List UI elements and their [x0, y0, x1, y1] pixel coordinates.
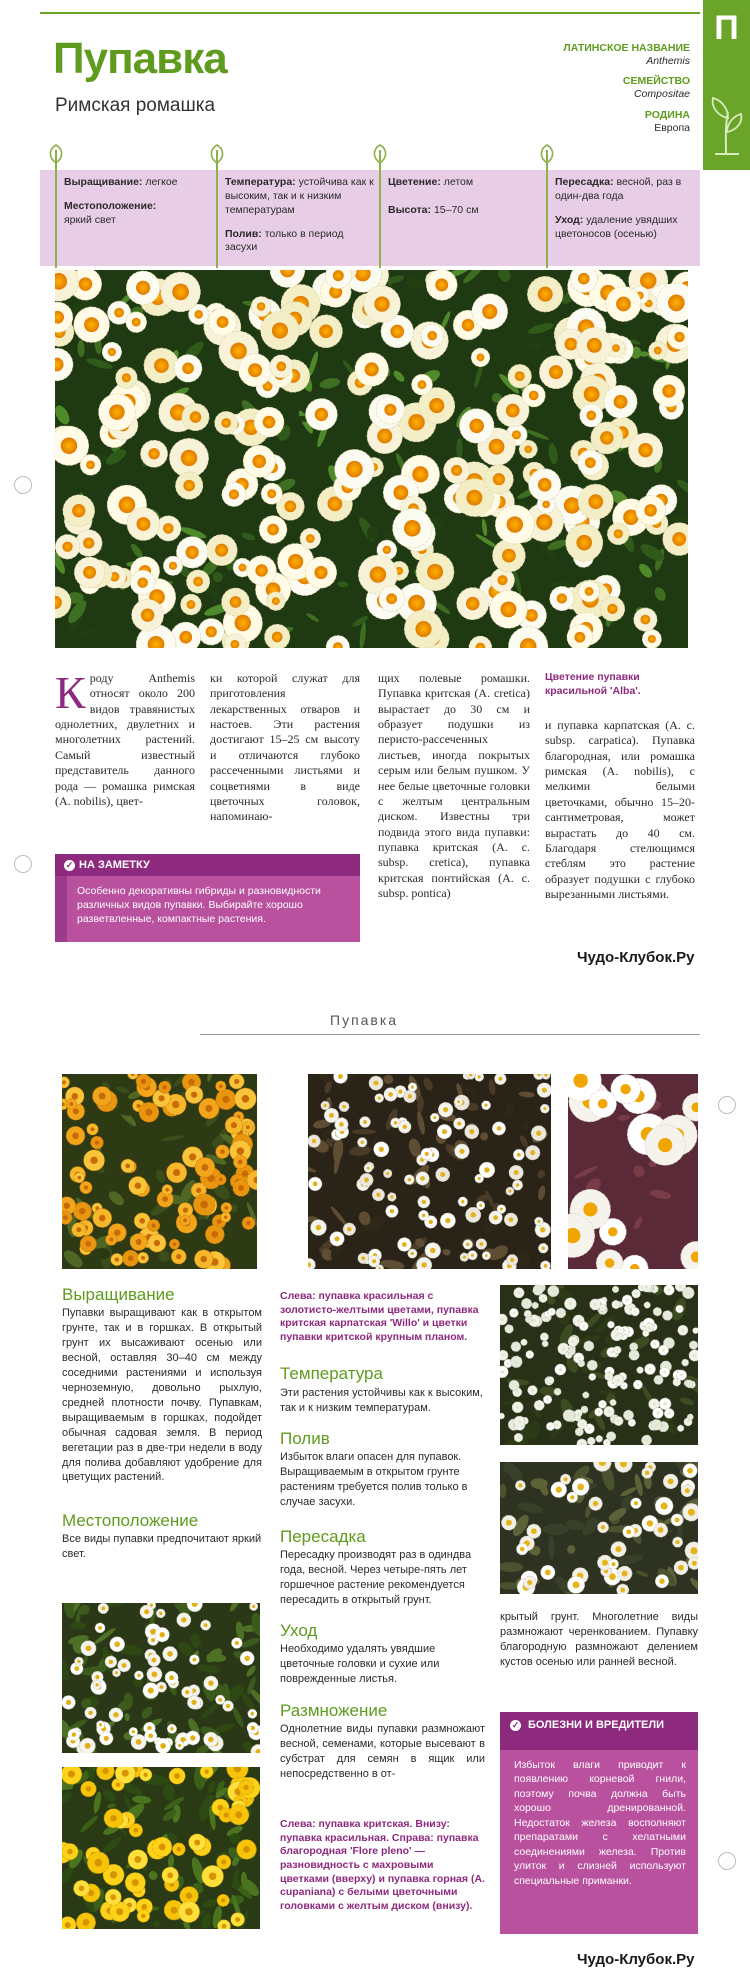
- origin-label: РОДИНА: [644, 108, 690, 121]
- article-col-4: [545, 718, 695, 902]
- leaf-icon-3: [369, 143, 391, 165]
- stem-1: [55, 150, 57, 268]
- info-location: Местоположение: яркий свет: [64, 199, 157, 226]
- running-head: Пупавка: [330, 1012, 399, 1028]
- leaf-icon-4: [536, 143, 558, 165]
- article-text-1: роду Anthemis относят около 200 видов травянистых однолетних, двулетних и многолетних растений. Самый известный представитель данного рода — ромашка римская (A. nobilis), цвет-: [55, 671, 195, 808]
- drop-cap: К: [55, 667, 86, 718]
- info-flowering: Цветение: летом: [388, 176, 474, 188]
- caption-top: Слева: пупавка красильная с золотисто-желтыми цветами, пупавка критская карпатская 'Willo' и цветки пупавки критской крупным планом.: [280, 1290, 479, 1343]
- index-tab: [703, 0, 750, 170]
- photo-golden-marguerite: [62, 1074, 257, 1269]
- info-repotting: Пересадка: весной, раз в один-два года: [555, 176, 682, 202]
- watermark-top: Чудо-Клубок.Ру: [577, 949, 695, 966]
- article-col-1: [55, 667, 195, 809]
- origin-value: Европа: [654, 121, 690, 134]
- leaf-icon-2: [206, 143, 228, 165]
- running-rule: [200, 1034, 700, 1035]
- latin-label: ЛАТИНСКОЕ НАЗВАНИЕ: [563, 42, 690, 54]
- location-text: Все виды пупавки предпочитают яркий свет.: [62, 1533, 262, 1560]
- location-title: Местоположение: [62, 1511, 199, 1530]
- photo-cretica: [62, 1603, 260, 1753]
- latin-value: Anthemis: [646, 55, 690, 68]
- info-growing-label: Выращивание:: [64, 176, 143, 188]
- info-growing: Выращивание: легкое: [64, 176, 178, 188]
- note-box: [55, 854, 360, 942]
- care-text: Необходимо удалять увядшие цветочные головки и сухие или поврежденные листья.: [280, 1643, 440, 1685]
- growing-title: Выращивание: [62, 1285, 175, 1304]
- info-col-1: [64, 176, 204, 228]
- page-title: Пупавка: [53, 34, 227, 83]
- green-top-line: [40, 12, 700, 14]
- stem-3: [379, 150, 381, 268]
- photo-flore-pleno: [500, 1285, 698, 1445]
- index-tab-letter: П: [714, 9, 739, 47]
- photo-daisy-closeup: [568, 1074, 698, 1269]
- family-label: СЕМЕЙСТВО: [622, 75, 690, 88]
- temperature-title: Температура: [280, 1364, 383, 1383]
- note-title: НА ЗАМЕТКУ: [79, 859, 150, 871]
- info-col-2: [225, 176, 375, 255]
- care-title: Уход: [280, 1621, 318, 1640]
- pests-box: [500, 1712, 698, 1934]
- article-text-4: и пупавка карпатская (A. c. subsp. carpatica). Пупавка благородная, или ромашка римская (A. nobilis), с мелкими белыми цветочками, обычно 15–20-сантиметровая, может вырастать до 40 см. Благодаря стелющимся стеблям это растение образует подушки с глубоко вырезанными листьями.: [545, 718, 695, 901]
- propagation-title: Размножение: [280, 1701, 388, 1720]
- caption-bottom: Слева: пупавка критская. Внизу: пупавка красильная. Справа: пупавка благородная 'Flore pleno' — разновидность с махровыми цветками (вверху) и пупавка горная (A. cupaniana) с белыми цветочными головками с желтым диском (внизу).: [280, 1818, 485, 1912]
- article-text-3: щих полевые ромашки. Пупавка критская (A. cretica) вырастает до 30 см и образует подушки из перисто-рассеченных листьев, иногда покрытых серым или белым пушком. У нее белые цветочные головки с желтым центральным диском. Известны три подвида этого вида пупавки: пупавка критская (A. c. subsp. cretica), пупавка критская понтийская (A. c. subsp. pontica): [378, 671, 530, 901]
- watering-text: Избыток влаги опасен для пупавок. Выращиваемым в открытом грунте растениям требуется полив только в случае засухи.: [280, 1451, 468, 1508]
- stem-4: [546, 150, 548, 268]
- info-col-3: [388, 176, 538, 218]
- photo-willo-daisies: [308, 1074, 551, 1269]
- binder-hole: [718, 1852, 736, 1870]
- article-text-2: ки которой служат для приготовления лекарственных отваров и настоев. Эти растения достигают 15–25 см высоту и отличаются глубоко рассеченными листьями и соцветиями в виде цветочных головок, напоминаю-: [210, 671, 360, 824]
- info-height: Высота: 15–70 см: [388, 203, 479, 216]
- pests-title: БОЛЕЗНИ И ВРЕДИТЕЛИ: [527, 1719, 665, 1731]
- temperature-text: Эти растения устойчивы как к высоким, так и к низким температурам.: [280, 1387, 483, 1414]
- family-value: Compositae: [633, 88, 690, 101]
- info-watering: Полив: только в период засухи: [225, 227, 344, 254]
- note-text: Особенно декоративны гибриды и разновидности различных видов пупавки. Выбирайте хорошо разветвленные, компактные растения.: [77, 885, 321, 926]
- info-temperature: Температура: устойчива как к высоким, так и к низким температурам: [225, 176, 374, 216]
- main-photo: [55, 270, 688, 648]
- note-check-icon: ✓: [65, 860, 74, 870]
- propagation-text-cont: крытый грунт. Многолетние виды размножают черенкованием. Пупавку благородную размножают делением кустов осенью или ранней весной.: [500, 1611, 698, 1668]
- latin-block: [490, 42, 690, 135]
- binder-hole: [14, 855, 32, 873]
- stem-2: [216, 150, 218, 268]
- propagation-text: Однолетние виды пупавки размножают весной, семенами, которые высевают в субстрат для семян в ящик или непосредственно в от-: [280, 1723, 485, 1780]
- daisy-field-image: [55, 270, 688, 648]
- repotting-title: Пересадка: [280, 1527, 366, 1546]
- plant-icon: [703, 88, 750, 158]
- article-col-3: [378, 671, 530, 901]
- flower-caption: [545, 671, 695, 698]
- pests-check-icon: ✓: [511, 1720, 520, 1730]
- leaf-icon-1: [45, 143, 67, 165]
- info-care: Уход: удаление увядших цветоносов (осенью): [555, 213, 678, 240]
- pests-text: Избыток влаги приводит к появлению корневой гнили, поэтому почва должна быть хорошо дренированной. Недостаток железа восполняют препаратами с хелатными соединениями железа. Против улиток и слизней используют специальные приманки.: [514, 1759, 686, 1887]
- article-col-2: [210, 671, 360, 825]
- photo-tinctoria: [62, 1767, 260, 1929]
- page-subtitle: Римская ромашка: [55, 95, 216, 116]
- growing-text: Пупавки выращивают как в открытом грунте, так и в горшках. В открытый грунт их высаживают осенью или весной, оставляя 30–40 см между соседними растениями и используя черноземную, довольно рыхлую, средней плотности почву. Пупавкам, выращиваемым в горшках, подойдет обычная садовая земля. В период вегетации раз в две-три недели в воду для полива добавляют удобрение для цветущих растений.: [62, 1307, 262, 1484]
- watermark-bottom: Чудо-Клубок.Ру: [577, 1951, 695, 1968]
- binder-hole: [14, 476, 32, 494]
- photo-cupaniana: [500, 1462, 698, 1594]
- watering-title: Полив: [280, 1429, 330, 1448]
- info-col-4: [555, 176, 695, 241]
- binder-hole: [718, 1096, 736, 1114]
- flower-caption-text: Цветение пупавки красильной 'Alba'.: [545, 671, 641, 697]
- repotting-text: Пересадку производят раз в одиндва года, весной. Через четыре-пять лет горшечное растение рекомендуется пересадить в открытый грунт.: [280, 1549, 472, 1606]
